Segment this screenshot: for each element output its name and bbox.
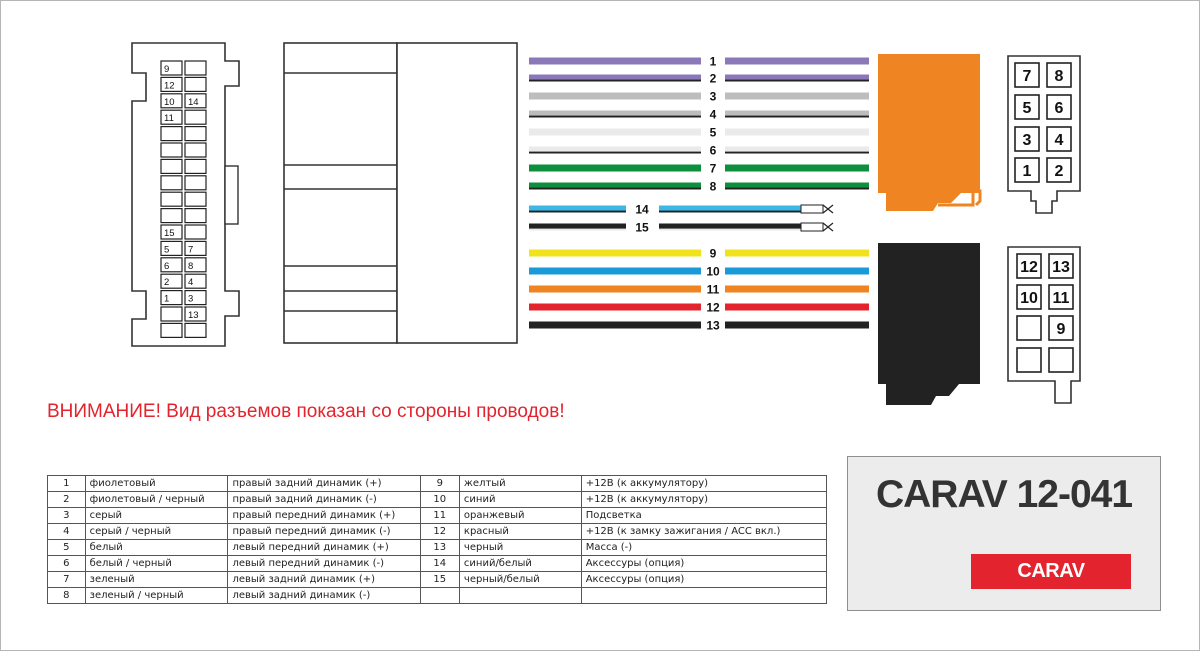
wire-stripe xyxy=(725,188,869,190)
pin-cell xyxy=(185,192,206,206)
wire-stripe xyxy=(659,211,813,213)
legend-row xyxy=(48,572,827,588)
iso-pin-label: 9 xyxy=(1056,321,1066,338)
pin-label: 2 xyxy=(164,277,170,289)
iso-pin-label: 4 xyxy=(1054,132,1064,149)
wire-stripe xyxy=(529,229,626,231)
iso-pin-label: 10 xyxy=(1020,290,1038,307)
wire-number: 1 xyxy=(709,54,717,69)
wire-10 xyxy=(529,268,701,275)
pin-label: 15 xyxy=(164,228,175,239)
wire-7 xyxy=(529,165,701,172)
legend-row xyxy=(48,492,827,508)
wire-stripe xyxy=(529,116,701,118)
legend-cell: 12 xyxy=(420,524,459,540)
iso-pin-label: 13 xyxy=(1052,259,1070,276)
warning-text: ВНИМАНИЕ! Вид разъемов показан со стороны проводов! xyxy=(47,401,565,422)
wire-5 xyxy=(725,129,869,136)
wire-stripe xyxy=(659,229,813,231)
legend-cell: 6 xyxy=(48,556,86,572)
pin-label: 4 xyxy=(188,277,194,289)
pin-label: 10 xyxy=(164,96,175,108)
wire-number: 11 xyxy=(706,282,720,297)
legend-row xyxy=(48,508,827,524)
wire-stripe xyxy=(725,80,869,82)
pin-cell xyxy=(161,127,182,141)
legend-cell: фиолетовый xyxy=(85,476,228,492)
iso-pin-label: 8 xyxy=(1054,68,1064,85)
iso-pin-label: 12 xyxy=(1020,259,1038,276)
wire-number: 5 xyxy=(709,125,717,140)
pin-cell xyxy=(185,127,206,141)
wire-stripe xyxy=(529,152,701,154)
legend-cell: правый передний динамик (+) xyxy=(228,508,420,524)
pin-cell xyxy=(185,176,206,190)
iso-connector-a-body xyxy=(878,54,980,211)
legend-cell: синий/белый xyxy=(459,556,581,572)
legend-cell: красный xyxy=(459,524,581,540)
legend-row xyxy=(48,540,827,556)
legend-cell: фиолетовый / черный xyxy=(85,492,228,508)
wire-11 xyxy=(725,286,869,293)
legend-cell: белый / черный xyxy=(85,556,228,572)
legend-cell: 10 xyxy=(420,492,459,508)
wire-number: 15 xyxy=(635,220,649,235)
wire-bundle xyxy=(529,55,869,333)
wire-stripe xyxy=(529,211,626,213)
legend-cell: 5 xyxy=(48,540,86,556)
pin-label: 5 xyxy=(164,244,170,256)
wire-terminal xyxy=(801,223,823,231)
iso-pin-label: 6 xyxy=(1054,100,1064,117)
iso-pin-label: 11 xyxy=(1052,290,1070,307)
iso-pin-label: 3 xyxy=(1022,132,1032,149)
pin-cell xyxy=(161,307,182,321)
legend-cell: 4 xyxy=(48,524,86,540)
wire-stripe xyxy=(725,116,869,118)
legend-cell: 2 xyxy=(48,492,86,508)
iso-pin xyxy=(1017,348,1041,372)
pin-cell xyxy=(161,192,182,206)
wire-number: 4 xyxy=(709,107,717,122)
wire-number: 2 xyxy=(709,71,717,86)
wire-12 xyxy=(529,304,701,311)
logo-text: CARAV xyxy=(1017,560,1085,582)
legend-row xyxy=(48,588,827,604)
wire-7 xyxy=(725,165,869,172)
wire-1 xyxy=(725,58,869,65)
legend-cell: черный xyxy=(459,540,581,556)
legend-cell: 14 xyxy=(420,556,459,572)
pin-label: 13 xyxy=(188,310,199,321)
pin-label: 1 xyxy=(164,293,170,305)
legend-cell: левый передний динамик (+) xyxy=(228,540,420,556)
legend-cell: Аксессуры (опция) xyxy=(581,572,826,588)
legend-cell: 13 xyxy=(420,540,459,556)
iso-pin-label: 1 xyxy=(1022,163,1032,180)
legend-cell: Аксессуры (опция) xyxy=(581,556,826,572)
iso-connector-b-body xyxy=(878,243,980,405)
legend-cell: 1 xyxy=(48,476,86,492)
pin-label: 9 xyxy=(164,64,170,75)
iso-pin-label: 7 xyxy=(1022,68,1032,85)
pin-cell xyxy=(185,159,206,173)
pin-cell xyxy=(185,77,206,91)
pin-label: 6 xyxy=(164,260,170,272)
wire-3 xyxy=(529,93,701,100)
wire-12 xyxy=(725,304,869,311)
wire-number: 14 xyxy=(635,202,649,217)
wire-1 xyxy=(529,58,701,65)
legend-cell: Подсветка xyxy=(581,508,826,524)
legend-cell: левый задний динамик (-) xyxy=(228,588,420,604)
wire-housing xyxy=(284,43,397,343)
pin-cell xyxy=(161,176,182,190)
wire-number: 7 xyxy=(709,161,717,176)
legend-cell: +12В (к аккумулятору) xyxy=(581,476,826,492)
legend-cell: правый задний динамик (-) xyxy=(228,492,420,508)
iso-pin xyxy=(1049,348,1073,372)
pin-cell xyxy=(161,159,182,173)
legend-cell: оранжевый xyxy=(459,508,581,524)
legend-cell: 3 xyxy=(48,508,86,524)
connector-diagram xyxy=(1,1,1200,461)
legend-cell: левый задний динамик (+) xyxy=(228,572,420,588)
legend-cell: Масса (-) xyxy=(581,540,826,556)
legend-cell: 9 xyxy=(420,476,459,492)
wire-5 xyxy=(529,129,701,136)
legend-row xyxy=(48,524,827,540)
pin-label: 3 xyxy=(188,293,194,305)
legend-cell: серый xyxy=(85,508,228,524)
wire-number: 6 xyxy=(709,143,717,158)
wire-stripe xyxy=(529,80,701,82)
wire-13 xyxy=(725,322,869,329)
wire-number: 13 xyxy=(706,318,720,333)
legend-cell: зеленый / черный xyxy=(85,588,228,604)
pin-cell xyxy=(185,323,206,337)
pin-label: 7 xyxy=(188,244,194,256)
pin-label: 14 xyxy=(188,96,199,108)
legend-cell: серый / черный xyxy=(85,524,228,540)
legend-row xyxy=(48,556,827,572)
wire-stripe xyxy=(725,152,869,154)
pin-label: 8 xyxy=(188,260,194,272)
legend-cell xyxy=(581,588,826,604)
pin-label: 11 xyxy=(164,113,174,125)
iso-pin xyxy=(1017,316,1041,340)
legend-cell: правый передний динамик (-) xyxy=(228,524,420,540)
legend-cell: 15 xyxy=(420,572,459,588)
wire-terminal xyxy=(801,205,823,213)
legend-cell: синий xyxy=(459,492,581,508)
legend-cell xyxy=(459,588,581,604)
pin-cell xyxy=(185,61,206,75)
wire-9 xyxy=(725,250,869,257)
iso-pin-label: 2 xyxy=(1054,163,1064,180)
pin-label: 12 xyxy=(164,80,175,92)
wire-13 xyxy=(529,322,701,329)
legend-cell: 8 xyxy=(48,588,86,604)
legend-cell: +12В (к аккумулятору) xyxy=(581,492,826,508)
wire-housing-tail xyxy=(397,43,517,343)
pin-cell xyxy=(185,110,206,124)
legend-cell: 7 xyxy=(48,572,86,588)
wire-number: 10 xyxy=(706,264,720,279)
legend-cell xyxy=(420,588,459,604)
model-title: CARAV 12-041 xyxy=(875,473,1133,516)
pin-cell xyxy=(185,209,206,223)
wire-3 xyxy=(725,93,869,100)
wire-number: 3 xyxy=(709,89,717,104)
legend-cell: черный/белый xyxy=(459,572,581,588)
wire-stripe xyxy=(529,188,701,190)
pin-cell xyxy=(161,209,182,223)
connector-side-latch xyxy=(225,166,238,224)
iso-pin-label: 5 xyxy=(1022,100,1032,117)
wire-legend-table xyxy=(47,475,827,604)
terminal-cap xyxy=(823,205,833,213)
pin-cell xyxy=(161,143,182,157)
legend-cell: левый передний динамик (-) xyxy=(228,556,420,572)
legend-cell: белый xyxy=(85,540,228,556)
legend-cell: 11 xyxy=(420,508,459,524)
pin-cell xyxy=(161,323,182,337)
pin-cell xyxy=(185,225,206,239)
wire-10 xyxy=(725,268,869,275)
wire-9 xyxy=(529,250,701,257)
wire-11 xyxy=(529,286,701,293)
pin-cell xyxy=(185,143,206,157)
carav-logo xyxy=(971,554,1131,589)
legend-cell: +12В (к замку зажигания / ACC вкл.) xyxy=(581,524,826,540)
legend-cell: желтый xyxy=(459,476,581,492)
legend-row xyxy=(48,476,827,492)
wire-number: 12 xyxy=(706,300,720,315)
terminal-cap xyxy=(823,223,833,231)
wire-number: 9 xyxy=(709,246,717,261)
legend-cell: правый задний динамик (+) xyxy=(228,476,420,492)
legend-cell: зеленый xyxy=(85,572,228,588)
wire-number: 8 xyxy=(709,179,717,194)
